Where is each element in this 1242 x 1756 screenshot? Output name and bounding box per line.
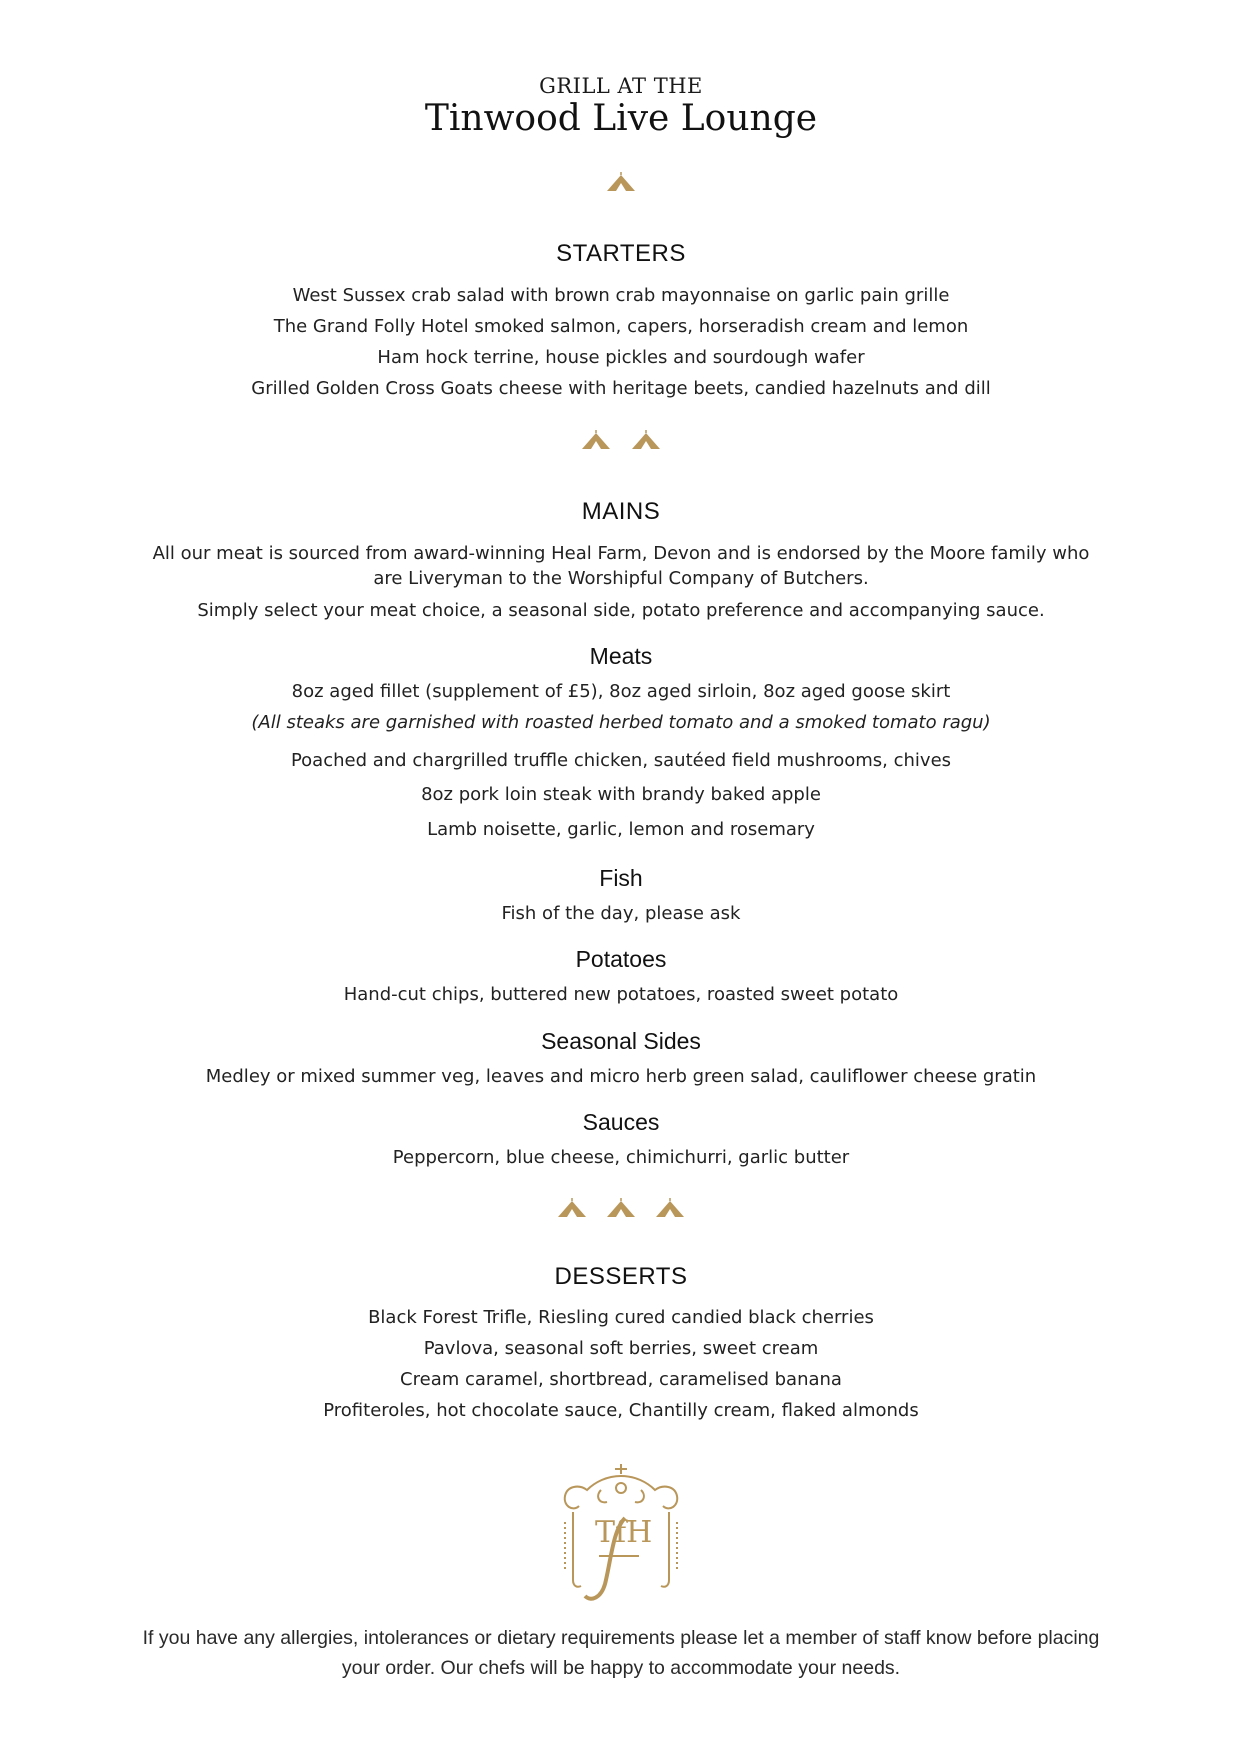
tent-icon xyxy=(606,172,636,192)
meat-item: 8oz pork loin steak with brandy baked apple xyxy=(421,784,821,805)
tfh-logo-crest xyxy=(555,1460,687,1610)
desserts-heading: DESSERTS xyxy=(554,1263,688,1290)
sauces-heading: Sauces xyxy=(582,1109,660,1135)
allergy-note: If you have any allergies, intolerances or dietary requirements please let a member of staff know before placing your order. Our chefs will be happy to accommodate your needs. xyxy=(142,1627,1100,1679)
tent-icon xyxy=(655,1198,685,1218)
fish-heading: Fish xyxy=(599,865,643,891)
mains-intro: All our meat is sourced from award-winning Heal Farm, Devon and is endorsed by the Moore family who are Liveryman to the Worshipful Company of Butchers. xyxy=(152,543,1090,589)
meat-item: Poached and chargrilled truffle chicken, sautéed field mushrooms, chives xyxy=(290,750,952,771)
sides-heading: Seasonal Sides xyxy=(541,1028,701,1054)
starter-item: The Grand Folly Hotel smoked salmon, capers, horseradish cream and lemon xyxy=(273,316,969,337)
fish-text: Fish of the day, please ask xyxy=(501,903,741,924)
crest-icon xyxy=(555,1460,687,1610)
potatoes-text: Hand-cut chips, buttered new potatoes, roasted sweet potato xyxy=(343,984,899,1005)
divider-one-tent xyxy=(0,172,1242,196)
mains-instruction: Simply select your meat choice, a seasonal side, potato preference and accompanying sauce. xyxy=(197,600,1045,621)
meats-heading: Meats xyxy=(589,643,653,669)
starter-item: West Sussex crab salad with brown crab mayonnaise on garlic pain grille xyxy=(292,285,950,306)
menu-subtitle: GRILL AT THE xyxy=(539,74,703,98)
dessert-item: Black Forest Trifle, Riesling cured candied black cherries xyxy=(368,1307,874,1328)
tent-icon xyxy=(606,1198,636,1218)
mains-heading: MAINS xyxy=(581,498,661,525)
meat-item: Lamb noisette, garlic, lemon and rosemary xyxy=(427,819,815,840)
dessert-item: Profiteroles, hot chocolate sauce, Chantilly cream, flaked almonds xyxy=(323,1400,919,1421)
dessert-item: Cream caramel, shortbread, caramelised banana xyxy=(400,1369,842,1390)
starters-heading: STARTERS xyxy=(556,240,686,267)
divider-three-tents xyxy=(0,1198,1242,1222)
starter-item: Ham hock terrine, house pickles and sourdough wafer xyxy=(377,347,865,368)
sauces-text: Peppercorn, blue cheese, chimichurri, garlic butter xyxy=(392,1147,850,1168)
menu-title: Tinwood Live Lounge xyxy=(424,98,818,139)
meats-steaks: 8oz aged fillet (supplement of £5), 8oz aged sirloin, 8oz aged goose skirt xyxy=(291,681,951,702)
tent-icon xyxy=(557,1198,587,1218)
logo-monogram: TfH xyxy=(595,1515,653,1550)
meats-steaks-note: (All steaks are garnished with roasted herbed tomato and a smoked tomato ragu) xyxy=(251,712,991,733)
sides-text: Medley or mixed summer veg, leaves and micro herb green salad, cauliflower cheese gratin xyxy=(205,1066,1037,1087)
divider-two-tents xyxy=(0,430,1242,454)
potatoes-heading: Potatoes xyxy=(575,946,667,972)
starter-item: Grilled Golden Cross Goats cheese with heritage beets, candied hazelnuts and dill xyxy=(251,378,991,399)
dessert-item: Pavlova, seasonal soft berries, sweet cream xyxy=(423,1338,819,1359)
tent-icon xyxy=(581,430,611,450)
tent-icon xyxy=(631,430,661,450)
